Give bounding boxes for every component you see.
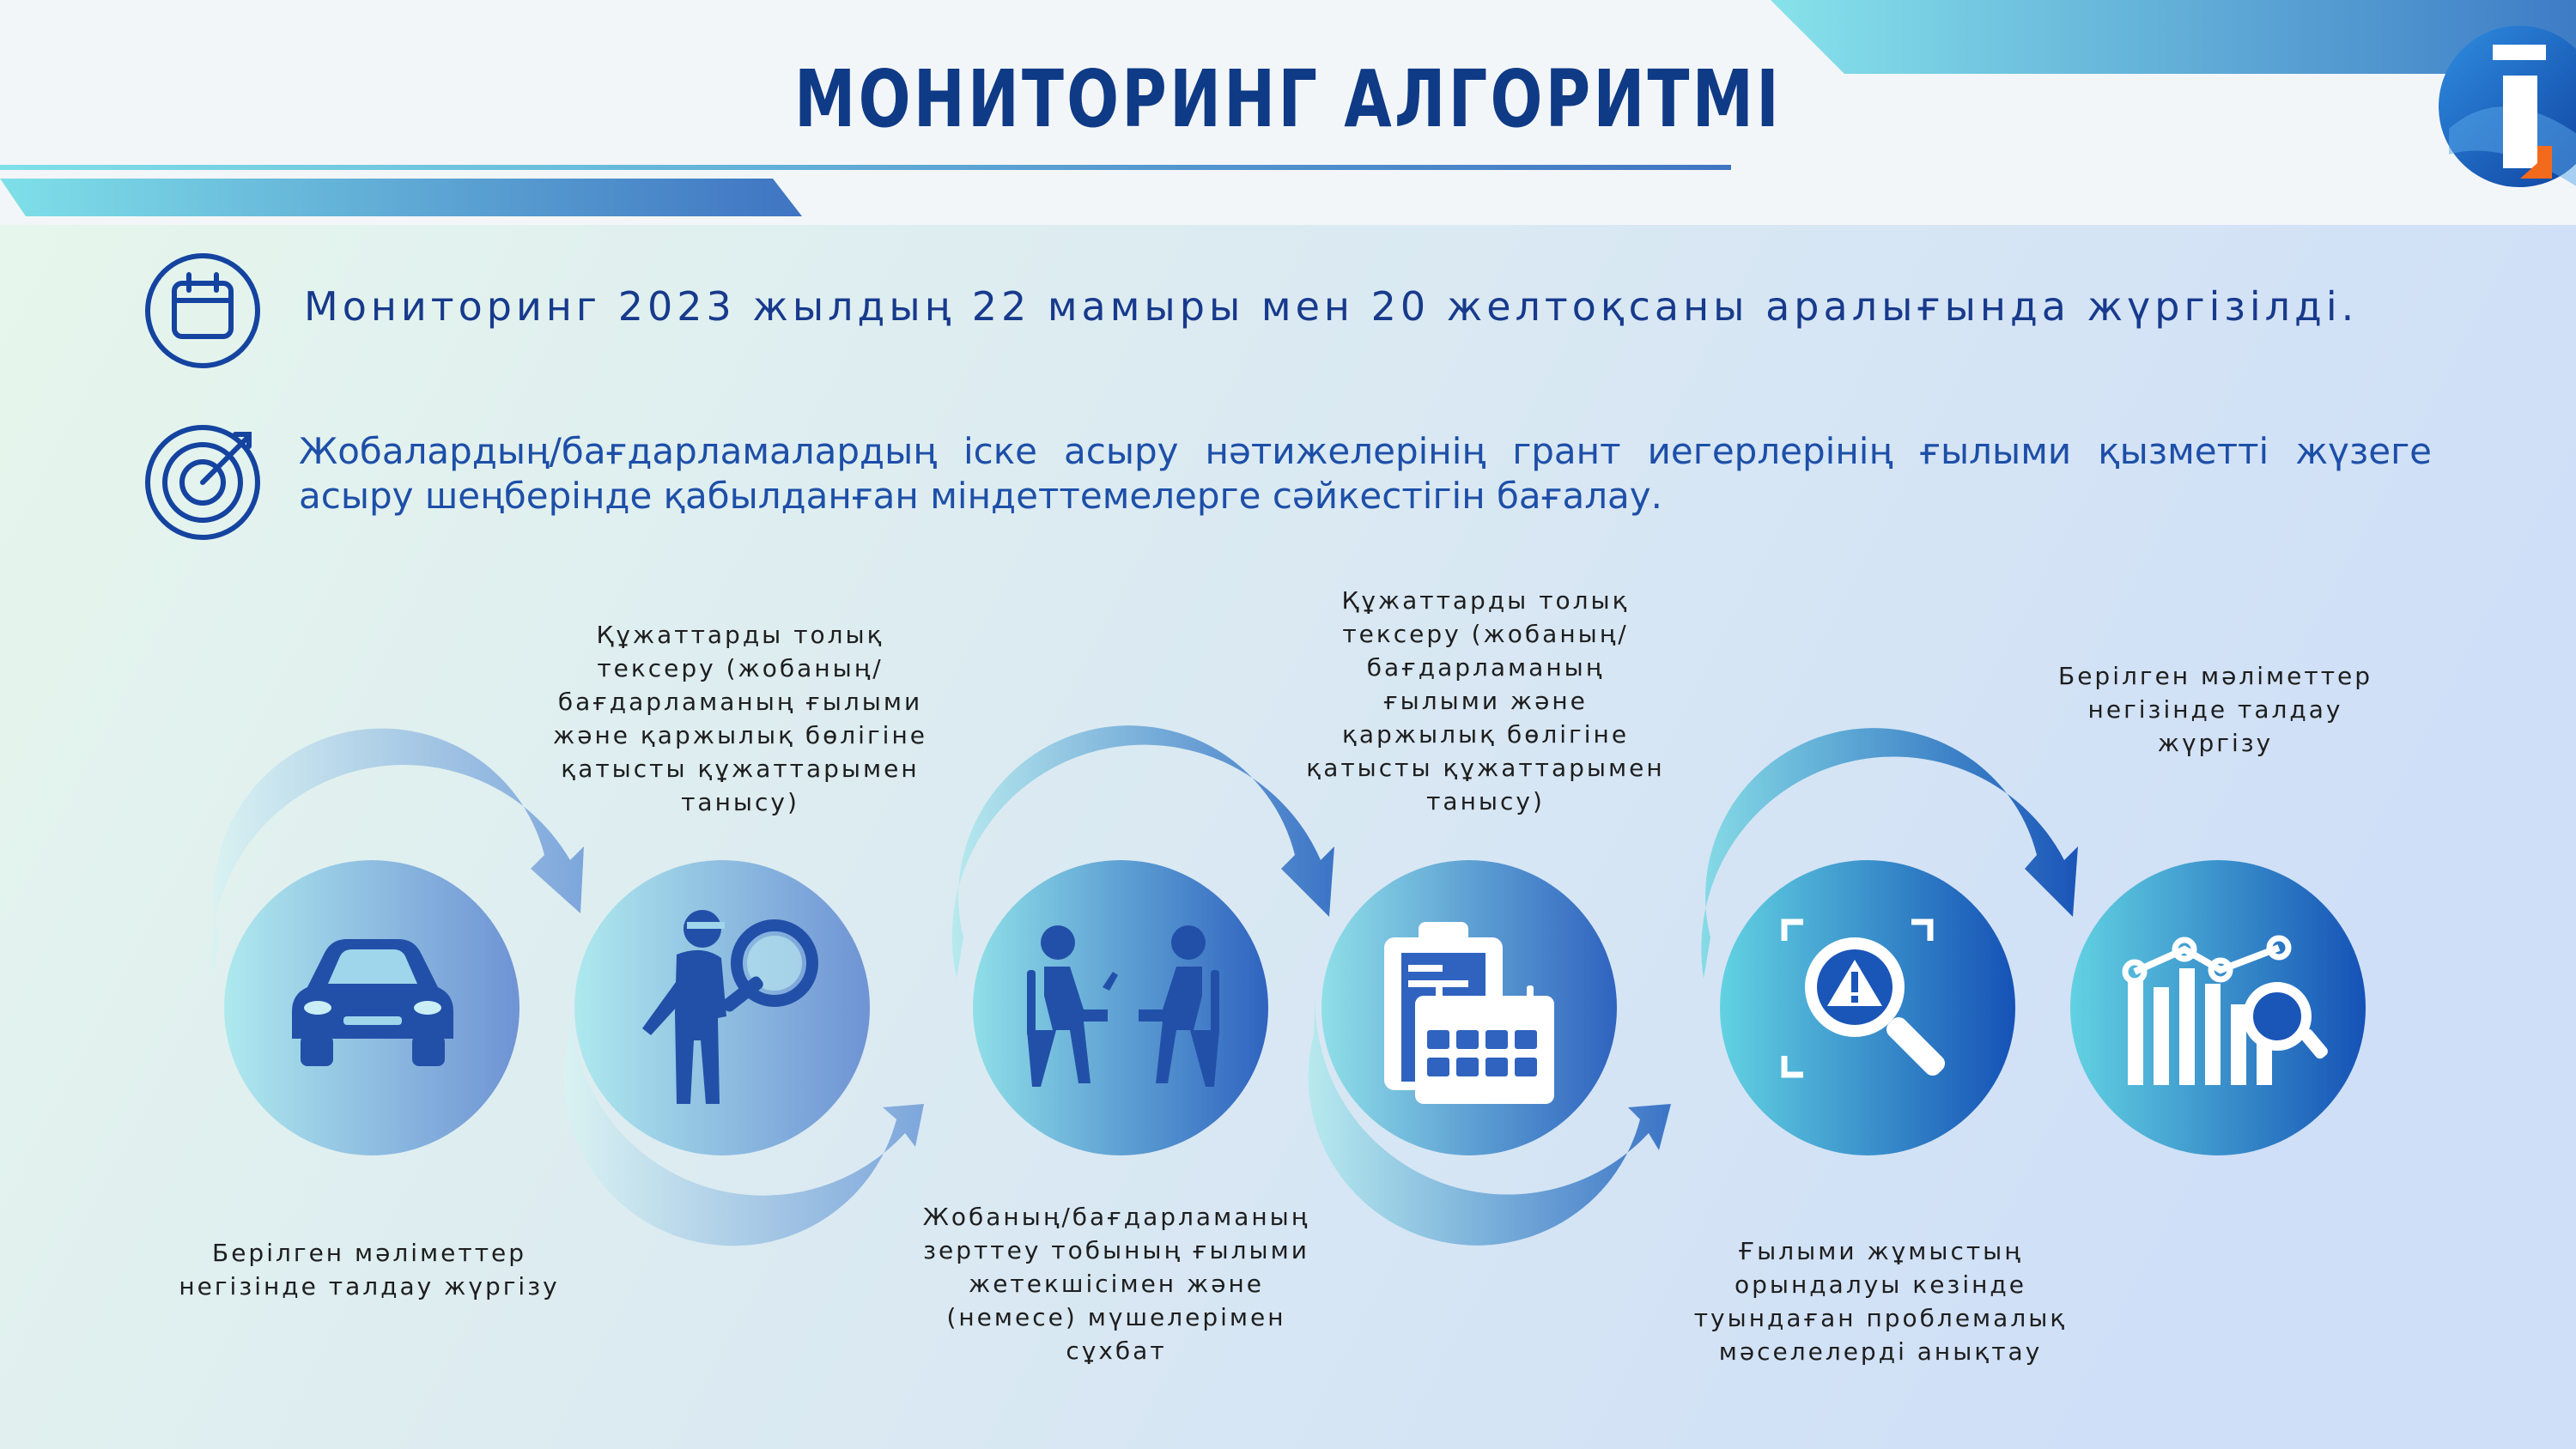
page-title: МОНИТОРИНГ АЛГОРИТМІ — [794, 53, 1782, 145]
caption-line: танысу) — [681, 788, 799, 816]
goal-text: Жобалардың/бағдарламалардың іске асыру нәтижелерінің грант иегерлерінің ғылыми қызметті жүзеге асыру шеңберінде қабылданған міндеттемелерге сәйкестігін бағалау. — [299, 430, 2432, 517]
caption-line: сұхбат — [1066, 1337, 1167, 1365]
caption-line: тексеру (жобаның/ — [597, 654, 884, 682]
caption-line: жетекшісімен және — [968, 1270, 1264, 1298]
step-3-circle — [973, 860, 1268, 1155]
caption-line: қатысты құжаттарымен — [561, 755, 920, 783]
caption-line: жүргізу — [2157, 729, 2274, 757]
caption-line: Жобаның/бағдарламаның — [922, 1203, 1310, 1231]
caption-line: танысу) — [1426, 787, 1545, 815]
caption-line: орындалуы кезінде — [1734, 1270, 2026, 1299]
caption-line: туындаған проблемалық — [1693, 1304, 2068, 1332]
step-5-caption — [1666, 1234, 2095, 1368]
title-underline — [0, 165, 1731, 170]
caption-line: ғылыми және — [1383, 687, 1588, 715]
caption-line: негізінде талдау — [2087, 695, 2343, 724]
caption-line: бағдарламаның — [1366, 653, 1605, 682]
caption-line: Берілген мәліметтер — [2057, 662, 2373, 690]
period-text: Мониторинг 2023 жылдың 22 мамыры мен 20 желтоқсаны аралығында жүргізілді. — [304, 283, 2359, 330]
caption-line: Құжаттарды толық — [596, 621, 884, 649]
caption-line: мәселелерді анықтау — [1718, 1337, 2043, 1366]
caption-line: бағдарламаның ғылыми — [557, 688, 923, 716]
caption-line: негізінде талдау жүргізу — [179, 1272, 560, 1300]
caption-line: Құжаттарды толық — [1341, 586, 1630, 615]
caption-line: қатысты құжаттарымен — [1306, 754, 1665, 782]
step-2-caption — [526, 618, 955, 819]
caption-line: Ғылыми жұмыстың — [1738, 1237, 2023, 1265]
header-left-band — [0, 179, 802, 216]
caption-line: тексеру (жобаның/ — [1342, 620, 1629, 648]
step-1-caption — [176, 1236, 562, 1303]
caption-line: қаржылық бөлігіне — [1341, 720, 1630, 749]
step-4-caption — [1271, 584, 1700, 818]
caption-line: зерттеу тобының ғылыми — [923, 1236, 1309, 1264]
step-6-caption — [2001, 659, 2430, 760]
step-3-caption — [902, 1200, 1331, 1367]
caption-line: (немесе) мүшелерімен — [946, 1303, 1286, 1331]
caption-line: Берілген мәліметтер — [211, 1239, 527, 1267]
target-icon — [148, 427, 258, 537]
caption-line: және қаржылық бөлігіне — [553, 721, 927, 749]
